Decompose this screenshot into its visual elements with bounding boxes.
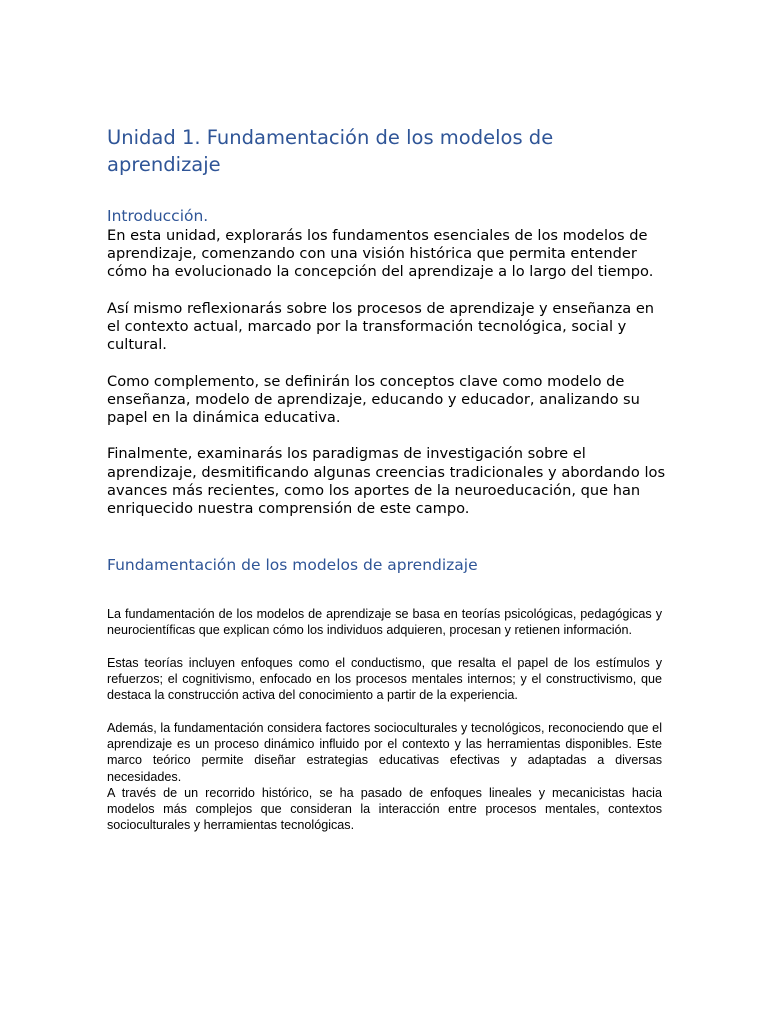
section-paragraph: Estas teorías incluyen enfoques como el conductismo, que resalta el papel de los estímulos y refuerzos; el cognitivismo, enfocado en los procesos mentales internos; y el constructivismo, que destaca la construcción activa del conocimiento a partir de la experiencia. (107, 655, 662, 703)
page-title: Unidad 1. Fundamentación de los modelos de aprendizaje (107, 126, 554, 176)
section-paragraph: A través de un recorrido histórico, se ha pasado de enfoques lineales y mecanicistas hacia modelos más complejos que consideran la interacción entre procesos mentales, contextos socioculturales y herramientas tecnológicas. (107, 785, 662, 833)
document-page (107, 0, 666, 1024)
section-paragraph: La fundamentación de los modelos de aprendizaje se basa en teorías psicológicas, pedagógicas y neurocientíficas que explican cómo los individuos adquieren, procesan y retienen información. (107, 607, 662, 638)
section-paragraph: Además, la fundamentación considera factores socioculturales y tecnológicos, reconociendo que el aprendizaje es un proceso dinámico influido por el contexto y las herramientas disponibles. Este marco teórico permite diseñar estrategias educativas efectivas y adaptadas a diversas necesidades. (107, 721, 662, 784)
section-body (107, 606, 662, 850)
intro-paragraph: Como complemento, se definirán los conceptos clave como modelo de enseñanza, modelo de aprendizaje, educando y educador, analizando su papel en la dinámica educativa. (107, 372, 640, 426)
intro-paragraph: Así mismo reflexionarás sobre los procesos de aprendizaje y enseñanza en el contexto actual, marcado por la transformación tecnológica, social y cultural. (107, 299, 655, 354)
intro-paragraph: En esta unidad, explorarás los fundamentos esenciales de los modelos de aprendizaje, comenzando con una visión histórica que permita entender cómo ha evolucionado la concepción del aprendizaje a lo largo del tiempo. (107, 227, 654, 281)
intro-paragraph: Finalmente, examinarás los paradigmas de investigación sobre el aprendizaje, desmitificando algunas creencias tradicionales y abordando los avances más recientes, como los aportes de la neuroeducación, que han enriquecido nuestra comprensión de este campo. (107, 445, 666, 517)
intro-heading: Introducción. (107, 207, 209, 225)
intro-section (107, 227, 667, 536)
section-heading: Fundamentación de los modelos de aprendizaje (107, 556, 478, 574)
